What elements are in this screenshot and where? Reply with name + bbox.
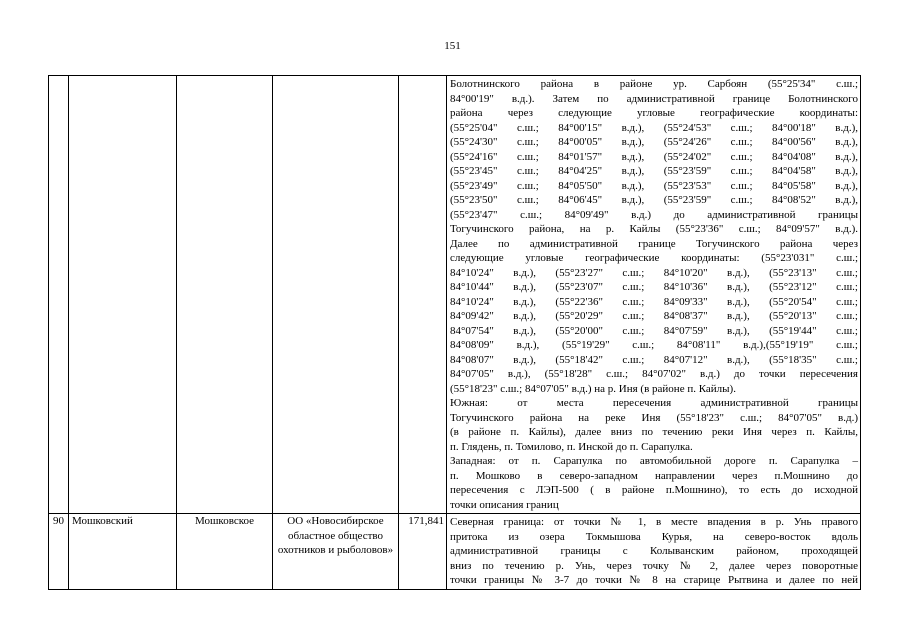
description-line: 84°10'24" в.д.), (55°23'27" с.ш.; 84°10'20" в.д.), (55°23'13" с.ш.; [450, 266, 858, 279]
description-line: 84°08'09" в.д.), (55°19'29" с.ш.; 84°08'11" в.д.),(55°19'19" с.ш.; [450, 339, 858, 351]
description-line: Тогучинского района, на р. Кайлы (55°23'36" с.ш.; 84°09'57" в.д.). [450, 223, 858, 235]
description-line: Тогучинского района на реке Иня (55°18'23" с.ш.; 84°07'05" в.д.) [450, 411, 858, 424]
description-line: 84°08'07" в.д.), (55°18'42" с.ш.; 84°07'12" в.д.), (55°18'35" с.ш.; [450, 353, 858, 366]
description-line: 84°07'54" в.д.), (55°20'00" с.ш.; 84°07'59" в.д.), (55°19'44" с.ш.; [450, 324, 858, 337]
boundary-description-cell [447, 76, 861, 514]
district-cell [69, 76, 177, 514]
description-line: следующие угловые географические координаты: (55°23'031" с.ш.; [450, 252, 858, 264]
area-size-cell [399, 76, 447, 514]
description-line: (55°18'23" с.ш.; 84°07'05" в.д.) на р. Иня (в районе п. Кайлы). [450, 382, 736, 395]
row-number-cell [49, 76, 69, 514]
description-line: (55°23'45" с.ш.; 84°04'25" в.д.), (55°23'59" с.ш.; 84°04'58" в.д.), [450, 165, 858, 177]
description-line: Болотнинского района в районе ур. Сарбоян (55°25'34" с.ш.; [450, 78, 858, 90]
description-line: точки границы № 3-7 до точки № 8 на старице Рытвина и далее по ней [450, 574, 858, 586]
description-line: 84°07'05" в.д.), (55°18'28" с.ш.; 84°07'02" в.д.) до точки пересечения [450, 368, 858, 380]
description-line: района через следующие угловые географические координаты: [450, 107, 858, 119]
description-line: (55°23'47" с.ш.; 84°09'49" в.д.) до административной границы [450, 208, 858, 221]
description-line: Южная: от места пересечения административной границы [450, 397, 858, 409]
description-line: п. Глядень, п. Томилово, п. Инской до п. Сарапулка. [450, 440, 693, 453]
description-line: (55°24'30" с.ш.; 84°00'05" в.д.), (55°24'26" с.ш.; 84°00'56" в.д.), [450, 136, 858, 148]
area-name-cell [177, 76, 273, 514]
description-line: п. Мошково в северо-западном направлении через п.Мошнино до [450, 469, 858, 482]
description-line: Северная граница: от точки № 1, в месте впадения в р. Унь правого [450, 516, 858, 528]
description-line: 84°09'42" в.д.), (55°20'29" с.ш.; 84°08'37" в.д.), (55°20'13" с.ш.; [450, 310, 858, 322]
description-line: 84°10'44" в.д.), (55°23'07" с.ш.; 84°10'36" в.д.), (55°23'12" с.ш.; [450, 281, 858, 293]
description-line: точки описания границ [450, 498, 559, 511]
hunting-grounds-table [48, 75, 861, 590]
description-line: 84°00'19" в.д.). Затем по административной границе Болотнинского [450, 92, 858, 105]
area-name-cell: Мошковское [177, 514, 273, 590]
area-size-cell: 171,841 [399, 514, 447, 590]
description-line: вниз по течению р. Унь, через точку № 2, далее через поворотные [450, 559, 858, 572]
table-row [49, 514, 861, 590]
description-line: (55°25'04" с.ш.; 84°00'15" в.д.), (55°24'53" с.ш.; 84°00'18" в.д.), [450, 121, 858, 134]
table-row [49, 76, 861, 514]
description-line: (в районе п. Кайлы), далее вниз по течению реки Иня через п. Кайлы, [450, 426, 858, 438]
description-line: (55°24'16" с.ш.; 84°01'57" в.д.), (55°24'02" с.ш.; 84°04'08" в.д.), [450, 150, 858, 163]
page-number: 151 [444, 40, 461, 52]
row-number-cell: 90 [49, 514, 69, 590]
district-cell: Мошковский [69, 514, 177, 590]
description-line: притока из озера Токмышова Курья, на северо-восток вдоль [450, 530, 858, 543]
description-line: (55°23'50" с.ш.; 84°06'45" в.д.), (55°23'59" с.ш.; 84°08'52" в.д.), [450, 194, 858, 206]
description-line: Далее по административной границе Тогучинского района через [450, 237, 858, 250]
boundary-description-cell [447, 514, 861, 590]
description-line: (55°23'49" с.ш.; 84°05'50" в.д.), (55°23'53" с.ш.; 84°05'58" в.д.), [450, 179, 858, 192]
description-line: пересечения с ЛЭП-500 ( в районе п.Мошнино), то есть до исходной [450, 484, 858, 496]
user-cell [273, 76, 399, 514]
user-cell: ОО «Новосибирское областное общество охотников и рыболовов» [273, 514, 399, 590]
description-line: Западная: от п. Сарапулка по автомобильной дороге п. Сарапулка – [450, 455, 858, 467]
description-line: административной границы с Колыванским районом, проходящей [450, 545, 858, 557]
description-line: 84°10'24" в.д.), (55°22'36" с.ш.; 84°09'33" в.д.), (55°20'54" с.ш.; [450, 295, 858, 308]
